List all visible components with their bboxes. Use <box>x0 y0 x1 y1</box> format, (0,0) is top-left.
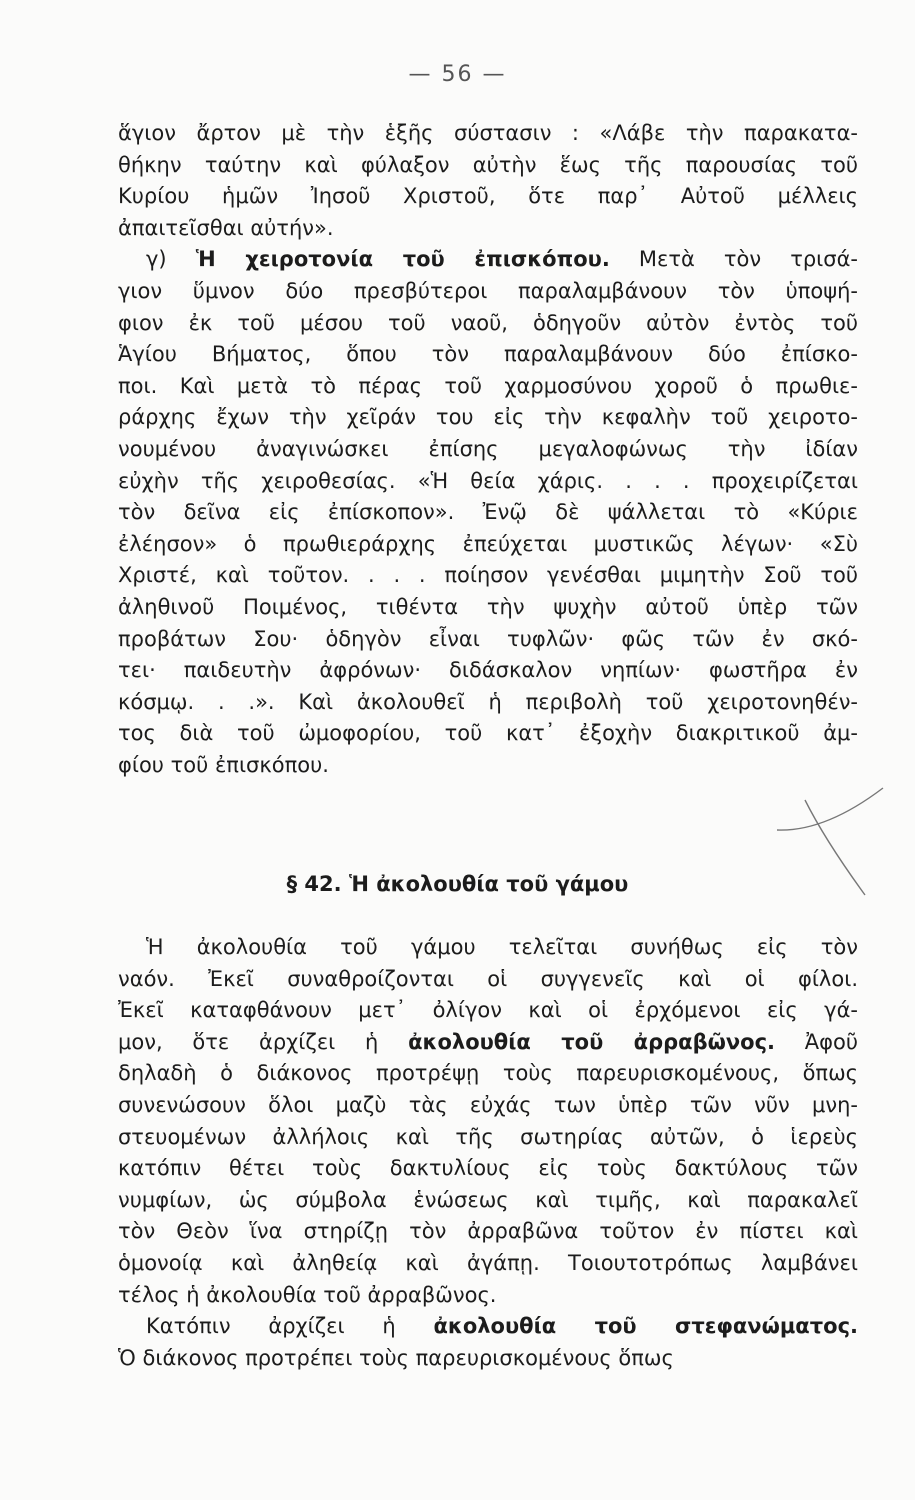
text-line <box>118 181 858 213</box>
text-run: φίου τοῦ ἐπισκόπου. <box>118 752 329 777</box>
text-run: γιον ὕμνον δύο πρεσβύτεροι παραλαμβάνουν τὸν ὑποψή- <box>118 278 858 303</box>
text-run: ἀληθινοῦ Ποιμένος, τιθέντα τὴν ψυχὴν αὐτοῦ ὑπὲρ τῶν <box>118 594 858 619</box>
text-run: ἅγιον ἄρτον μὲ τὴν ἑξῆς σύστασιν : «Λάβε τὴν παρακατα- <box>118 121 858 145</box>
text-line <box>118 308 858 340</box>
text-line <box>118 624 858 656</box>
text-run: νυμφίων, ὡς σύμβολα ἑνώσεως καὶ τιμῆς, καὶ παρακαλεῖ <box>118 1187 858 1212</box>
text-line <box>118 434 858 466</box>
section-heading: § 42. Ἡ ἀκολουθία τοῦ γάμου <box>286 872 629 896</box>
bold-inline-title: ἀκολουθία τοῦ στεφανώματος. <box>433 1314 858 1339</box>
text-line <box>118 1216 858 1248</box>
page-number: — 56 — <box>408 62 507 87</box>
text-run: ἀπαιτεῖσθαι αὐτήν». <box>118 215 334 240</box>
text-run: τέλος ἡ ἀκολουθία τοῦ ἀρραβῶνος. <box>118 1282 497 1307</box>
text-run: τει· παιδευτὴν ἀφρόνων· διδάσκαλον νηπίων· φωστῆρα ἐν <box>118 658 858 683</box>
text-run: στευομένων ἀλλήλοις καὶ τῆς σωτηρίας αὐτῶν, ὁ ἱερεὺς <box>118 1124 858 1149</box>
text-run: κατόπιν θέτει τοὺς δακτυλίους εἰς τοὺς δακτύλους τῶν <box>118 1156 858 1181</box>
bold-inline-title: Ἡ χειροτονία τοῦ ἐπισκόπου. <box>195 247 610 272</box>
text-line <box>118 213 858 245</box>
text-run: ποι. Καὶ μετὰ τὸ πέρας τοῦ χαρμοσύνου χοροῦ ὁ πρωθιε- <box>118 373 858 398</box>
text-line <box>118 276 858 308</box>
text-run: Ἡ ἀκολουθία τοῦ γάμου τελεῖται συνήθως εἰς τὸν <box>146 935 858 959</box>
text-run: ναόν. Ἐκεῖ συναθροίζονται οἱ συγγενεῖς καὶ οἱ φίλοι. <box>118 966 858 991</box>
pencil-cross-mark <box>765 770 885 900</box>
text-run: Χριστέ, καὶ τοῦτον. . . . ποίησον γενέσθαι μιμητὴν Σοῦ τοῦ <box>118 563 858 588</box>
text-run: Κυρίου ἡμῶν Ἰησοῦ Χριστοῦ, ὅτε παρ᾽ Αὐτοῦ μέλλεις <box>118 184 858 209</box>
text-run: ἐλέησον» ὁ πρωθιεράρχης ἐπεύχεται μυστικῶς λέγων· «Σὺ <box>118 531 858 556</box>
paragraph-block-episcopal-ordination <box>118 118 858 781</box>
text-line <box>118 687 858 719</box>
text-run: φιον ἐκ τοῦ μέσου τοῦ ναοῦ, ὁδηγοῦν αὐτὸν ἐντὸς τοῦ <box>118 310 858 335</box>
text-run: Ἀφοῦ <box>775 1029 858 1054</box>
text-line <box>118 1058 858 1090</box>
text-run: ὁμονοίᾳ καὶ ἀληθείᾳ καὶ ἀγάπῃ. Τοιουτοτρόπως λαμβάνει <box>118 1250 858 1275</box>
text-line <box>118 1027 858 1059</box>
text-line <box>118 244 858 276</box>
text-line <box>118 750 858 782</box>
text-line <box>118 1343 858 1375</box>
text-line <box>118 1122 858 1154</box>
text-line <box>118 1311 858 1343</box>
text-run: ράρχης ἔχων τὴν χεῖράν του εἰς τὴν κεφαλὴν τοῦ χειροτο- <box>118 405 858 430</box>
text-line <box>118 150 858 182</box>
text-run: δηλαδὴ ὁ διάκονος προτρέψῃ τοὺς παρευρισκομένους, ὅπως <box>118 1061 858 1086</box>
text-line <box>118 466 858 498</box>
text-line <box>118 339 858 371</box>
text-line <box>118 718 858 750</box>
text-line <box>118 932 858 964</box>
text-run: θήκην ταύτην καὶ φύλαξον αὐτὴν ἕως τῆς παρουσίας τοῦ <box>118 152 858 177</box>
text-run: Μετὰ τὸν τρισά- <box>609 247 858 272</box>
text-line <box>118 655 858 687</box>
text-run: εὐχὴν τῆς χειροθεσίας. «Ἡ θεία χάρις. . . . προχειρίζεται <box>118 468 858 493</box>
text-run: Ἁγίου Βήματος, ὅπου τὸν παραλαμβάνουν δύο ἐπίσκο- <box>118 342 858 367</box>
text-line <box>118 402 858 434</box>
text-run: προβάτων Σου· ὁδηγὸν εἶναι τυφλῶν· φῶς τῶν ἐν σκό- <box>118 626 858 651</box>
text-run: τὸν δεῖνα εἰς ἐπίσκοπον». Ἐνῷ δὲ ψάλλεται τὸ «Κύριε <box>118 500 858 525</box>
text-line <box>118 995 858 1027</box>
text-line <box>118 1280 858 1312</box>
text-line <box>118 497 858 529</box>
text-run: μον, ὅτε ἀρχίζει ἡ <box>118 1029 409 1054</box>
text-line <box>118 529 858 561</box>
text-line <box>118 1185 858 1217</box>
text-run: Κατόπιν ἀρχίζει ἡ <box>146 1314 434 1339</box>
paragraph-block-wedding-service <box>118 932 858 1374</box>
text-run: Ἐκεῖ καταφθάνουν μετ᾽ ὀλίγον καὶ οἱ ἐρχόμενοι εἰς γά- <box>118 998 858 1023</box>
text-line <box>118 964 858 996</box>
text-run: τος διὰ τοῦ ὠμοφορίου, τοῦ κατ᾽ ἐξοχὴν διακριτικοῦ ἀμ- <box>118 721 858 746</box>
text-line <box>118 592 858 624</box>
text-line <box>118 1248 858 1280</box>
text-line <box>118 560 858 592</box>
bold-inline-title: ἀκολουθία τοῦ ἀρραβῶνος. <box>408 1029 776 1054</box>
text-run: νουμένου ἀναγινώσκει ἐπίσης μεγαλοφώνως τὴν ἰδίαν <box>118 436 858 461</box>
text-run: Ὁ διάκονος προτρέπει τοὺς παρευρισκομένους ὅπως <box>118 1345 674 1370</box>
text-line <box>118 1153 858 1185</box>
text-line <box>118 371 858 403</box>
text-line <box>118 118 858 150</box>
text-run: τὸν Θεὸν ἵνα στηρίζῃ τὸν ἀρραβῶνα τοῦτον ἐν πίστει καὶ <box>118 1219 858 1244</box>
text-run: κόσμῳ. . .». Καὶ ἀκολουθεῖ ἡ περιβολὴ τοῦ χειροτονηθέν- <box>118 689 858 714</box>
text-line <box>118 1090 858 1122</box>
text-run: συνενώσουν ὅλοι μαζὺ τὰς εὐχάς των ὑπὲρ τῶν νῦν μνη- <box>118 1092 858 1117</box>
text-run: γ) <box>146 247 196 272</box>
